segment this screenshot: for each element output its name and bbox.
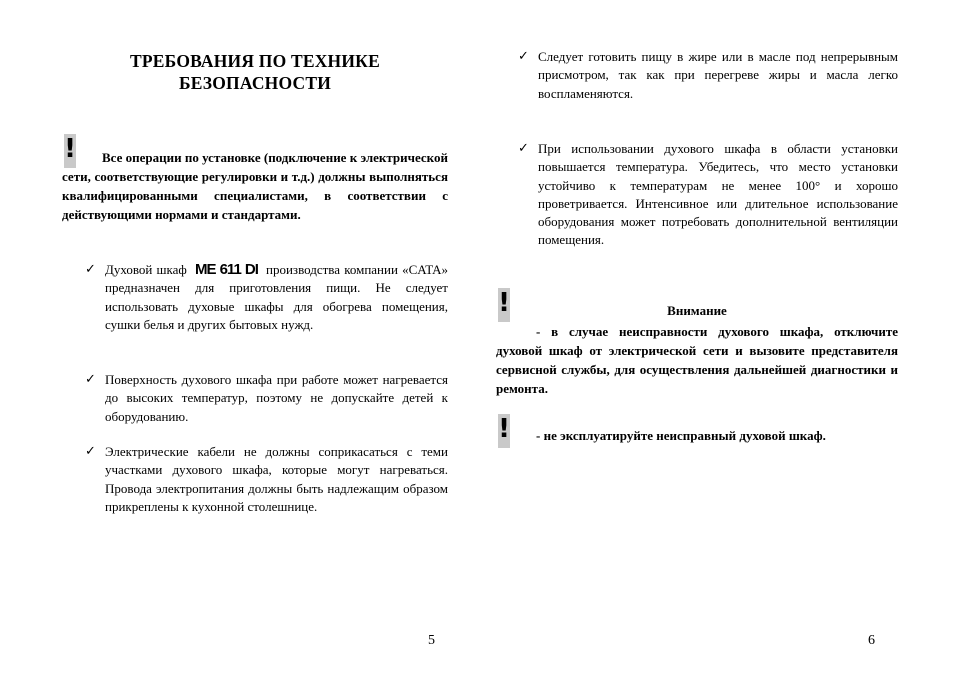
page-number: 5 <box>428 633 435 648</box>
item-text: Электрические кабели не должны соприкасаться с теми участками духового шкафа, которые могут нагреваться. Провода электропитания должны быть надлежащим образом прикреплены к кухонной столешнице. <box>105 444 448 514</box>
exclamation-warning-icon: ! <box>498 288 510 322</box>
checkmark-icon: ✓ <box>85 444 96 459</box>
exclamation-warning-icon: ! <box>64 134 76 168</box>
safety-item-frying <box>518 48 898 103</box>
safety-item-cables <box>85 443 448 516</box>
item-text: Следует готовить пищу в жире или в масле под непрерывным присмотром, так как при перегреве жиры и масла легко воспламеняются. <box>538 49 898 101</box>
model-name: ME 611 DI <box>195 261 258 278</box>
right-page <box>496 0 898 675</box>
item-text-before-model: Духовой шкаф <box>105 262 187 277</box>
title-line-2: БЕЗОПАСНОСТИ <box>178 73 332 93</box>
checkmark-icon: ✓ <box>518 49 529 64</box>
safety-item-hot-surface <box>85 371 448 426</box>
installation-warning-text: Все операции по установке (подключение к электрической сети, соответствующие регулировки и т.д.) должны выполняться квалифицированными специалистами, в соответствии с действующими нормами и стандартами. <box>62 150 448 222</box>
checkmark-icon: ✓ <box>518 141 529 156</box>
item-text: При использовании духового шкафа в области установки повышается температура. Убедитесь, что место установки устойчиво к температурам не менее 100° и хорошо проветривается. Интенсивное или длительное использование оборудования может потребовать дополнительной вентиляции помещения. <box>538 141 898 248</box>
attention-block <box>496 322 898 398</box>
title-line-1: ТРЕБОВАНИЯ ПО ТЕХНИКЕ <box>130 51 380 71</box>
do-not-use-warning: - не эксплуатируйте неисправный духовой шкаф. <box>536 428 826 443</box>
attention-text: - в случае неисправности духового шкафа, отключите духовой шкаф от электрической сети и вызовите представителя сервисной службы, для осуществления дальнейшей диагностики и ремонта. <box>496 324 898 396</box>
checkmark-icon: ✓ <box>85 372 96 387</box>
item-text-after-model: производства компании «CATA» предназначен для приготовления пищи. Не следует использовать духовые шкафы для обогрева помещения, сушки белья и других бытовых нужд. <box>105 262 448 332</box>
section-title <box>62 50 448 94</box>
item-text: Поверхность духового шкафа при работе может нагревается до высоких температур, поэтому не допускайте детей к оборудованию. <box>105 372 448 424</box>
checkmark-icon: ✓ <box>85 262 96 277</box>
safety-item-ventilation <box>518 140 898 250</box>
attention-title: Внимание <box>667 303 727 318</box>
page-number: 6 <box>868 633 875 648</box>
installation-warning <box>62 148 448 224</box>
left-page <box>62 0 448 675</box>
safety-item-oven-purpose <box>85 261 448 334</box>
exclamation-warning-icon: ! <box>498 414 510 448</box>
